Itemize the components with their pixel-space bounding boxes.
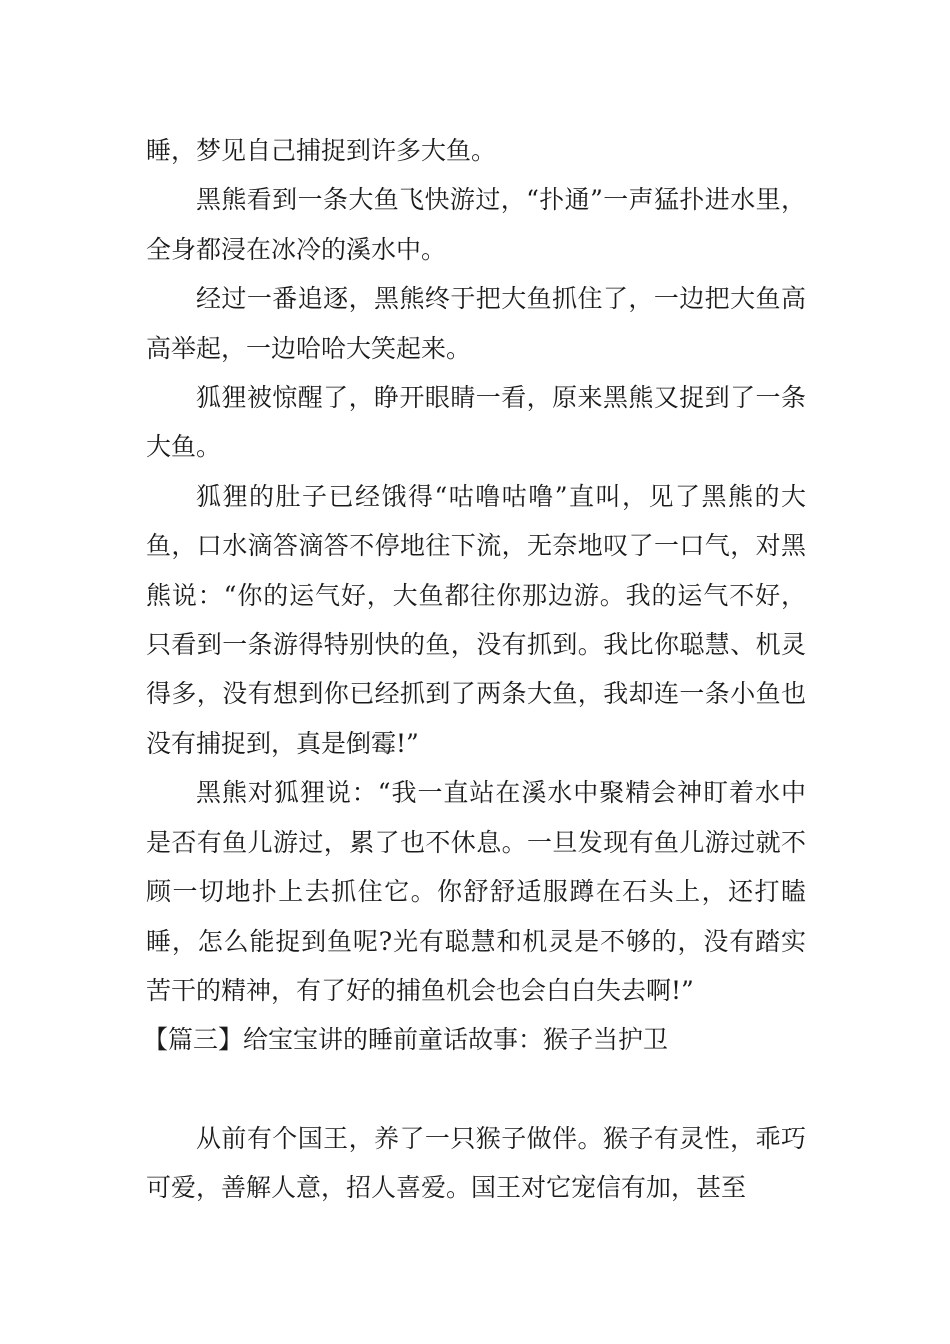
paragraph-5: 狐狸的肚子已经饿得“咕噜咕噜”直叫，见了黑熊的大鱼，口水滴答滴答不停地往下流，无奈地叹了一口气，对黑熊说：“你的运气好，大鱼都往你那边游。我的运气不好，只看到一条游得特别快的鱼，没有抓到。我比你聪慧、机灵得多，没有想到你已经抓到了两条大鱼，我却连一条小鱼也没有捕捉到，真是倒霉!” xyxy=(146,481,806,758)
section-spacer xyxy=(146,1065,806,1114)
paragraph-6: 黑熊对狐狸说：“我一直站在溪水中聚精会神盯着水中是否有鱼儿游过，累了也不休息。一旦发现有鱼儿游过就不顾一切地扑上去抓住它。你舒舒适服蹲在石头上，还打瞌睡，怎么能捉到鱼呢?光有聪慧和机灵是不够的，没有踏实苦干的精神，有了好的捕鱼机会也会白白失去啊!” xyxy=(146,778,806,1005)
paragraph-1: 睡，梦见自己捕捉到许多大鱼。 xyxy=(146,136,497,165)
section-paragraph-1: 从前有个国王，养了一只猴子做伴。猴子有灵性，乖巧可爱，善解人意，招人喜爱。国王对它宠信有加，甚至 xyxy=(146,1123,806,1203)
document-page xyxy=(143,126,806,1213)
section-heading: 【篇三】给宝宝讲的睡前童话故事：猴子当护卫 xyxy=(143,1025,669,1055)
paragraph-3: 经过一番追逐，黑熊终于把大鱼抓住了，一边把大鱼高高举起，一边哈哈大笑起来。 xyxy=(146,284,806,363)
paragraph-2: 黑熊看到一条大鱼飞快游过，“扑通”一声猛扑进水里，全身都浸在冰冷的溪水中。 xyxy=(146,185,806,264)
paragraph-4: 狐狸被惊醒了，睁开眼睛一看，原来黑熊又捉到了一条大鱼。 xyxy=(146,383,806,462)
